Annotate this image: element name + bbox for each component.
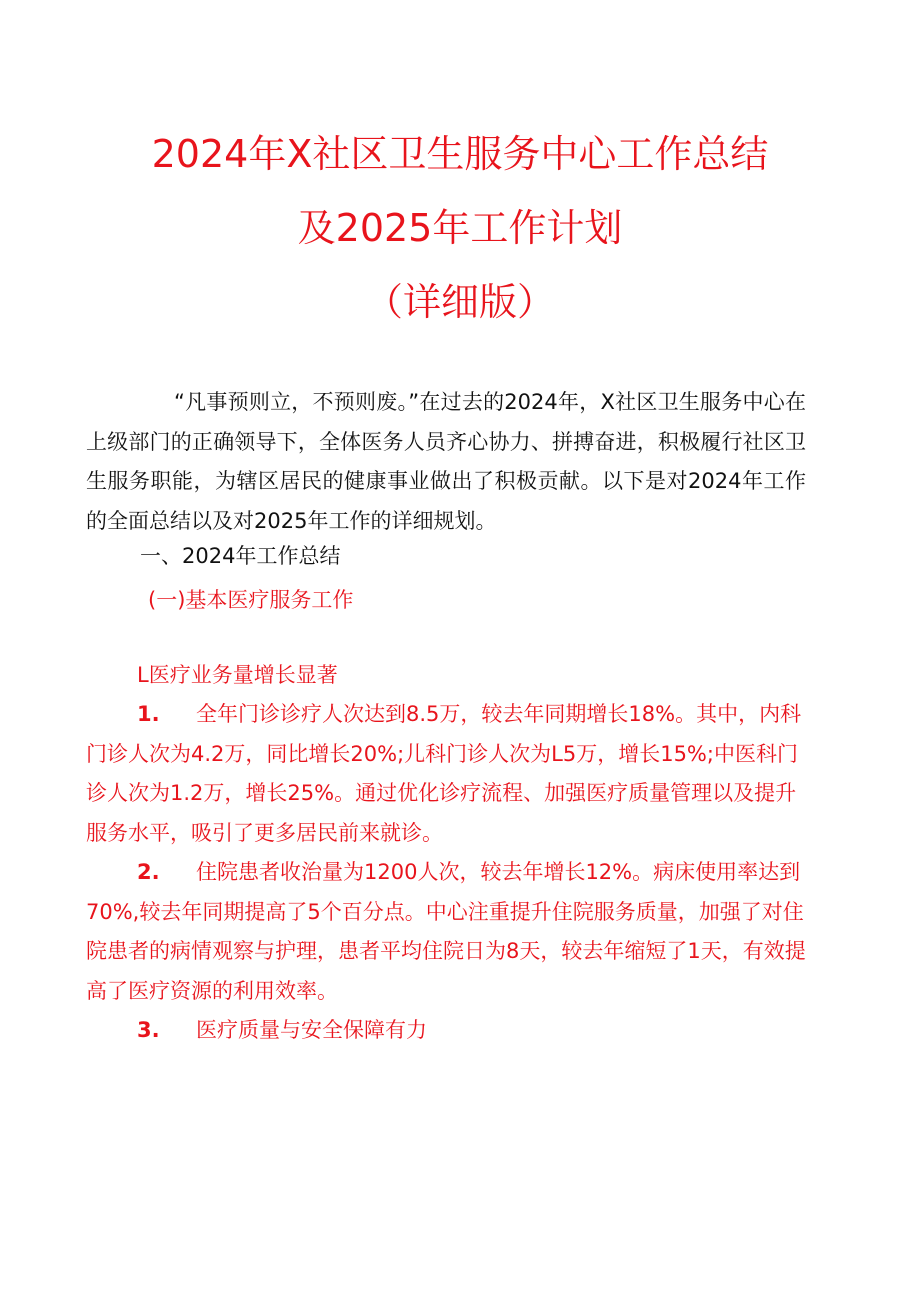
section-heading: 一、2024年工作总结 bbox=[140, 544, 341, 568]
list-item-number: 1. bbox=[137, 702, 160, 726]
list-item-text: 住院患者收治量为1200人次，较去年增长12%。病床使用率达到70%,较去年同期提高了5个百分点。中心注重提升住院服务质量，加强了对住院患者的病情观察与护理，患者平均住院日为8天，较去年缩短了1天，有效提高了医疗资源的利用效率。 bbox=[86, 860, 806, 1003]
intro-paragraph: “凡事预则立，不预则废。”在过去的2024年，X社区卫生服务中心在上级部门的正确领导下，全体医务人员齐心协力、拼搏奋进，积极履行社区卫生服务职能，为辖区居民的健康事业做出了积极贡献。以下是对2024年工作的全面总结以及对2025年工作的详细规划。 bbox=[86, 390, 806, 533]
subsection-heading: (一)基本医疗服务工作 bbox=[148, 588, 354, 612]
list-item-text: 全年门诊诊疗人次达到8.5万，较去年同期增长18%。其中，内科门诊人次为4.2万，同比增长20%;儿科门诊人次为L5万，增长15%;中医科门诊人次为1.2万，增长25%。通过优化诊疗流程、加强医疗质量管理以及提升服务水平，吸引了更多居民前来就诊。 bbox=[86, 702, 802, 845]
list-item bbox=[86, 853, 806, 1011]
list-item-number: 2. bbox=[137, 860, 160, 884]
document-title-line1: 2024年X社区卫生服务中心工作总结 bbox=[151, 132, 769, 176]
list-item bbox=[86, 695, 806, 853]
list-item bbox=[86, 1011, 806, 1051]
document-title-line2: 及2025年工作计划 bbox=[297, 206, 623, 250]
list-item-number: 3. bbox=[137, 1018, 160, 1042]
item-heading: L医疗业务量增长显著 bbox=[137, 663, 338, 687]
list-item-text: 医疗质量与安全保障有力 bbox=[196, 1018, 427, 1042]
document-title-line3: （详细版） bbox=[364, 280, 555, 324]
